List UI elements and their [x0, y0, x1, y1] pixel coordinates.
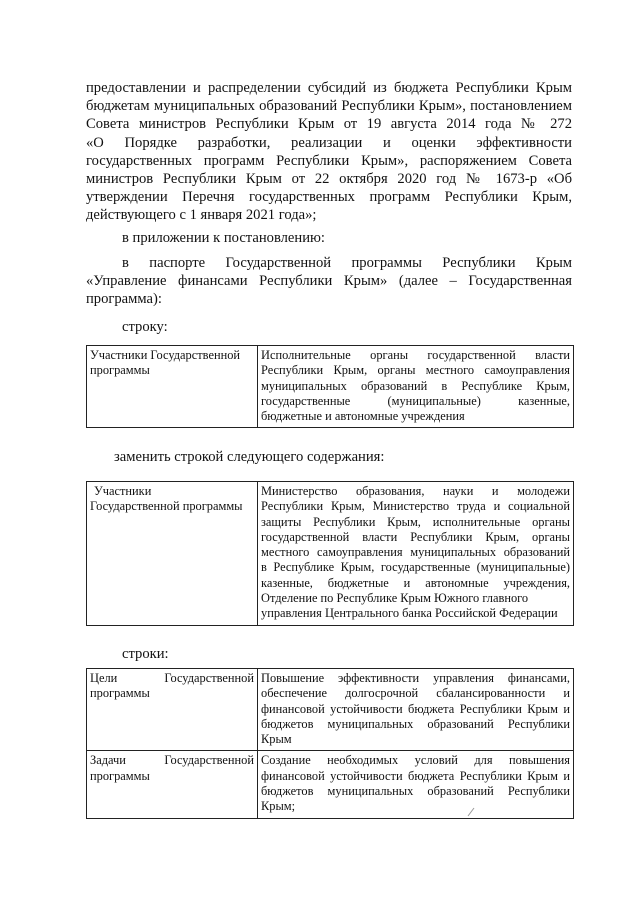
cell-line: Крым;	[261, 799, 296, 814]
cell-line: управления Центрального банка Российской Федерации	[261, 606, 558, 621]
table-new-participants	[86, 481, 574, 626]
cell-line: финансовой устойчивости бюджета Республики Крым и	[261, 701, 570, 716]
row-label: строку:	[122, 319, 168, 335]
cell-line: финансовой устойчивости бюджета Республики Крым и	[261, 768, 570, 783]
intro-paragraph	[86, 79, 572, 225]
cell-line: бюджетов муниципальных образований Республики	[261, 716, 570, 731]
text-line: предоставлении и распределении субсидий из бюджета Республики Крым	[86, 80, 572, 96]
cell-line: Крым	[261, 732, 292, 747]
cell-line: казенные, бюджетные и автономные учреждения,	[261, 575, 570, 590]
label-cell	[87, 482, 258, 626]
cell-line: Цели Государственной	[90, 671, 254, 685]
cell-line: программы	[90, 686, 150, 701]
text-line: министров Республики Крым от 22 октября 2020 год № 1673-р «Об	[86, 171, 572, 188]
text-line: действующего с 1 января 2021 года»;	[86, 207, 317, 224]
text-line: в паспорте Государственной программы Республики Крым	[122, 255, 572, 271]
cell-line: бюджетные и автономные учреждения	[261, 409, 465, 424]
cell-line: в Республике Крым, государственные (муниципальные)	[261, 560, 570, 575]
content-cell	[258, 346, 574, 428]
table-row	[87, 751, 574, 818]
cell-line: государственной власти Республики Крым, органы	[261, 529, 570, 544]
label-cell	[87, 346, 258, 428]
cell-line: Республики Крым, органы местного самоуправления	[261, 363, 570, 378]
content-cell	[258, 669, 574, 751]
cell-line: защиты Республики Крым, исполнительные органы	[261, 514, 570, 529]
table-current-participants	[86, 345, 574, 428]
cell-line: Министерство образования, науки и молодежи	[261, 484, 570, 498]
rows-label: строки:	[122, 646, 169, 662]
replace-line: заменить строкой следующего содержания:	[114, 449, 385, 465]
cell-line: Исполнительные органы государственной власти	[261, 348, 570, 362]
cell-line: бюджетов муниципальных образований Республики	[261, 784, 570, 799]
cell-line: Создание необходимых условий для повышения	[261, 753, 570, 768]
cell-line: программы	[90, 768, 150, 783]
pen-mark-icon	[466, 806, 476, 818]
text-line: бюджетам муниципальных образований Республики Крым», постановлением	[86, 98, 572, 115]
label-cell	[87, 669, 258, 751]
text-line: Совета министров Республики Крым от 19 августа 2014 года № 272	[86, 116, 572, 133]
cell-line: местного самоуправления муниципальных образований	[261, 545, 570, 560]
table-row	[87, 669, 574, 751]
cell-line: государственные (муниципальные) казенные,	[261, 393, 570, 408]
cell-line: Государственной программы	[90, 499, 243, 514]
cell-line: муниципальных образований в Республике Крым,	[261, 378, 570, 393]
content-cell	[258, 482, 574, 626]
table-goals-tasks	[86, 668, 574, 819]
text-line: государственных программ Республики Крым», распоряжением Совета	[86, 152, 572, 169]
cell-line: Повышение эффективности управления финансами,	[261, 671, 570, 685]
cell-line: Участники Государственной	[90, 348, 241, 362]
cell-line: Республики Крым, Министерство труда и социальной	[261, 499, 570, 514]
cell-line: Участники	[94, 484, 152, 498]
content-cell	[258, 751, 574, 818]
text-line: «О Порядке разработки, реализации и оценки эффективности	[86, 134, 572, 151]
text-line: утверждении Перечня государственных программ Республики Крым,	[86, 189, 572, 206]
table-row	[87, 482, 574, 626]
cell-line: обеспечение долгосрочной сбалансированности и	[261, 686, 570, 701]
text-line: программа):	[86, 291, 162, 308]
cell-line: Задачи Государственной	[90, 753, 254, 768]
cell-line: программы	[90, 363, 150, 378]
label-cell	[87, 751, 258, 818]
table-row	[87, 346, 574, 428]
cell-line: Отделение по Республике Крым Южного главного	[261, 591, 529, 606]
passport-paragraph	[86, 254, 572, 309]
text-line: «Управление финансами Республики Крым» (далее – Государственная	[86, 273, 572, 290]
appendix-line: в приложении к постановлению:	[122, 230, 325, 246]
